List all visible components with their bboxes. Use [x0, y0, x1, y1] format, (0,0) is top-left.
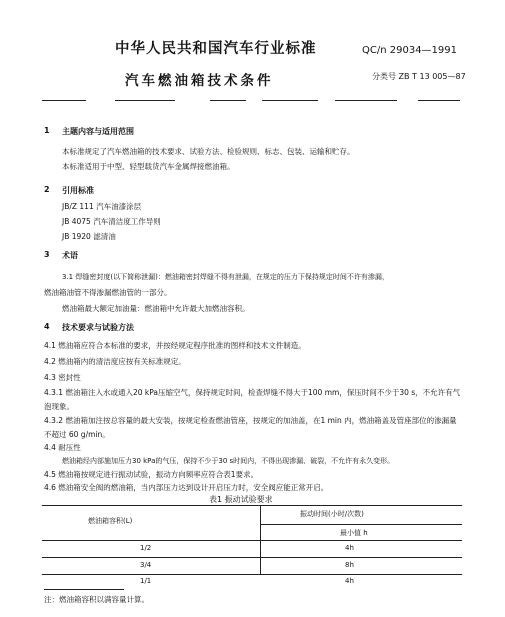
table-header-time: 振动时间(小时/次数): [300, 510, 364, 518]
table-cell-volume: 1/1: [140, 577, 152, 585]
reference-item: JB 1920 滤清油: [62, 232, 116, 241]
section-4-heading: 技术要求与试验方法: [62, 323, 134, 332]
classification-number: 分类号 ZB T 13 005—87: [372, 72, 466, 81]
clause-4-1: 4.1 燃油箱应符合本标准的要求，并按经规定程序批准的图样和技术文件制造。: [44, 341, 306, 350]
document-title: 汽车燃油箱技术条件: [125, 73, 274, 89]
section-1-text: 本标准规定了汽车燃油箱的技术要求、试验方法、检验规则、标志、包装、运输和贮存。: [62, 147, 355, 156]
section-3-heading: 术语: [62, 251, 78, 260]
section-1-number: 1: [44, 126, 50, 135]
clause-4-3-1: 4.3.1 燃油箱注入水或通入20 kPa压缩空气，保持规定时间，检查焊缝不得大于100 mm，保压时间不少于30 s，不允许有气泡现象。: [44, 388, 461, 411]
clause-4-4-text: 燃油箱经内部施加压力30 kPa的气压，保持不少于30 s时间内，不得出现渗漏、破裂，不允许有永久变形。: [62, 457, 395, 465]
section-3-number: 3: [44, 250, 50, 259]
clause-4-6: 4.6 燃油箱安全阀的燃油箱，当内部压力达到设计开启压力时，安全阀应能正常开启。: [44, 483, 329, 492]
table-cell-volume: 1/2: [140, 544, 152, 552]
section-3-text: 燃油箱最大额定加油量：燃油箱中允许最大加燃油容积。: [62, 304, 250, 313]
section-2-number: 2: [44, 185, 50, 194]
section-1-text: 本标准适用于中型、轻型载货汽车金属焊接燃油箱。: [62, 162, 235, 171]
clause-4-4: 4.4 耐压性: [44, 443, 81, 452]
table-cell-time: 4h: [345, 577, 354, 585]
clause-4-3-2: 4.3.2 燃油箱加注按总容量的最大安装，按规定检查燃油管座，按规定的加油盖，在1 min 内，燃油箱盖及管座部位的渗漏量不超过 60 g/min。: [44, 416, 457, 439]
table-cell-time: 8h: [345, 561, 354, 569]
note-divider: [44, 589, 124, 590]
table-header-volume: 燃油箱容积(L): [88, 517, 133, 525]
standard-title: 中华人民共和国汽车行业标准: [115, 41, 317, 57]
standard-code: QC/n 29034—1991: [362, 45, 457, 56]
section-3-text: 燃油箱油管不得渗漏燃油管的一部分。: [44, 288, 172, 297]
section-3-text: 3.1 焊缝密封度(以下简称泄漏)：燃油箱密封焊缝不得有泄漏，在规定的压力下保持规定时间不许有渗漏，: [62, 273, 389, 281]
section-4-number: 4: [44, 322, 50, 331]
clause-4-2: 4.2 燃油箱内的清洁度应按有关标准规定。: [44, 357, 186, 366]
reference-item: JB 4075 汽车清洁度工作导则: [62, 217, 161, 226]
clause-4-5: 4.5 燃油箱按规定进行振动试验，振动方向频率应符合表1要求。: [44, 470, 259, 479]
section-1-heading: 主题内容与适用范围: [62, 127, 134, 136]
table-cell-time: 4h: [345, 544, 354, 552]
reference-item: JB/Z 111 汽车油漆涂层: [62, 202, 142, 211]
section-2-heading: 引用标准: [62, 186, 94, 195]
table-note: 注：燃油箱容积以满容量计算。: [44, 595, 149, 604]
table-subheader-min: 最小值 h: [340, 529, 368, 537]
table-cell-volume: 3/4: [140, 561, 152, 569]
clause-4-3: 4.3 密封性: [44, 373, 81, 382]
table-title: 表1 振动试验要求: [209, 495, 273, 504]
